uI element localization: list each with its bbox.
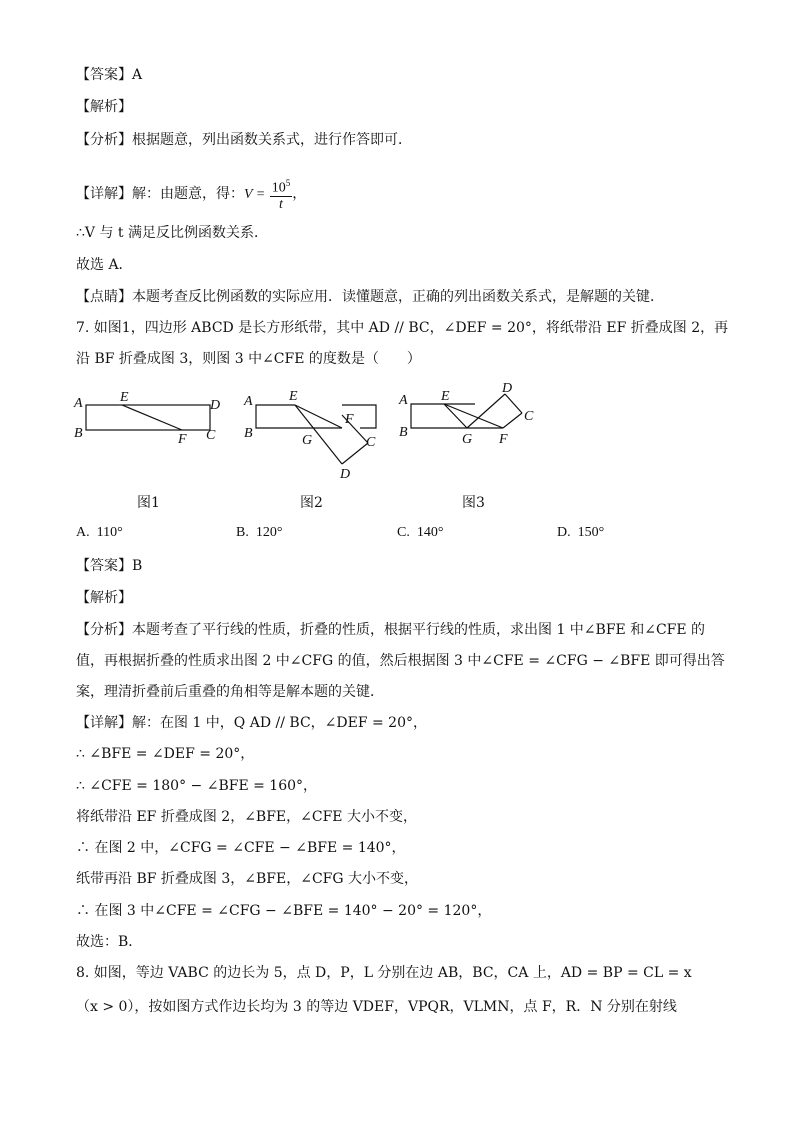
fig1-label-c: C: [206, 428, 216, 443]
fig2-label-f: F: [345, 412, 354, 427]
fig3-label-g: G: [462, 432, 473, 447]
figure-3: [395, 378, 545, 453]
fig3-label-a: A: [399, 393, 408, 408]
fig3-label-b: B: [399, 425, 408, 440]
option-c: [397, 525, 443, 541]
detail-text-2e: ∴ 在图 2 中，∠CFG = ∠CFE − ∠BFE = 140°，: [76, 840, 406, 856]
fraction: [270, 176, 293, 212]
fig1-label-d: D: [210, 398, 221, 413]
fig3-label-c: C: [524, 409, 534, 424]
question-8-line-2: （x > 0），按如图方式作边长均为 3 的等边 VDEF，VPQR，VLMN，点 F，R．N 分别在射线: [76, 999, 677, 1015]
fig2-line-dc: [342, 443, 368, 464]
option-b: [236, 525, 282, 541]
fig2-rect-left: [256, 405, 342, 428]
detail-text-2d: 将纸带沿 EF 折叠成图 2，∠BFE，∠CFE 大小不变，: [76, 809, 417, 825]
formula-comma: ，: [292, 185, 307, 202]
answer-label-2: 【答案】B: [76, 558, 143, 574]
figure-2-caption: 图2: [300, 495, 323, 511]
question-7-line-1: 7. 如图1，四边形 ABCD 是长方形纸带，其中 AD // BC，∠DEF = 20°，将纸带沿 EF 折叠成图 2，再: [76, 320, 729, 336]
choice-text-1: 故选 A．: [76, 257, 133, 273]
option-d-value: 150°: [577, 525, 605, 540]
fig2-label-g: G: [302, 433, 313, 448]
analysis-text-2a: 【分析】本题考查了平行线的性质，折叠的性质，根据平行线的性质，求出图 1 中∠BFE 和∠CFE 的: [76, 622, 706, 638]
question-8-line-1: 8. 如图，等边 VABC 的边长为 5，点 D，P，L 分别在边 AB，BC，CA 上，AD = BP = CL = x: [76, 965, 692, 981]
numerator-exponent: 5: [285, 178, 291, 188]
figure-3-caption: 图3: [462, 495, 485, 511]
answer-label-1: 【答案】A: [76, 67, 143, 83]
option-d: [557, 525, 604, 541]
formula-lhs: V =: [244, 186, 266, 202]
fig3-rect: [411, 404, 475, 428]
fig3-line-ef: [444, 404, 503, 428]
figure-2: [240, 385, 390, 485]
fraction-numerator: [270, 176, 293, 197]
option-b-value: 120°: [255, 525, 283, 540]
question-7-line-2: 沿 BF 折叠成图 3，则图 3 中∠CFE 的度数是（ ）: [76, 351, 421, 367]
fig1-fold-line-ef: [122, 405, 182, 430]
fig1-label-a: A: [74, 396, 83, 411]
fig2-label-a: A: [244, 394, 253, 409]
detail-text-2a: 【详解】解：在图 1 中，Q AD // BC，∠DEF = 20°，: [76, 715, 427, 731]
detail-text-2c: ∴ ∠CFE = 180° − ∠BFE = 160°，: [76, 778, 318, 794]
fig2-line-ef: [295, 405, 342, 428]
fig1-label-e: E: [120, 390, 129, 405]
analysis-label-2: 【解析】: [76, 590, 132, 606]
option-c-letter: C.: [397, 525, 410, 540]
option-d-letter: D.: [557, 525, 571, 540]
analysis-label-1: 【解析】: [76, 99, 132, 115]
analysis-text-2b: 值，再根据折叠的性质求出图 2 中∠CFG 的值，然后根据图 3 中∠CFE = ∠CFG − ∠BFE 即可得出答: [76, 653, 725, 669]
fig2-label-c: C: [366, 435, 376, 450]
fig3-label-f: F: [499, 432, 508, 447]
analysis-text-2c: 案，理清折叠前后重叠的角相等是解本题的关键．: [76, 684, 384, 700]
fig1-rectangle: [86, 405, 210, 430]
option-b-letter: B.: [236, 525, 249, 540]
fig3-label-d: D: [502, 381, 513, 396]
numerator-base: 10: [271, 180, 286, 196]
detail-text-1: [76, 176, 306, 212]
detail-prefix: 【详解】解：由题意，得：: [76, 185, 244, 202]
fig2-label-b: B: [244, 426, 253, 441]
figure-1-caption: 图1: [137, 495, 160, 511]
fig3-label-e: E: [441, 389, 450, 404]
comment-text-1: 【点睛】本题考查反比例函数的实际应用．读懂题意，正确的列出函数关系式，是解题的关键．: [76, 289, 664, 305]
fig2-label-d: D: [340, 467, 351, 482]
fig3-line-dc: [505, 394, 522, 413]
option-a-letter: A.: [76, 525, 90, 540]
fraction-denominator: t: [279, 196, 283, 212]
fig1-label-b: B: [74, 426, 83, 441]
detail-text-2g: ∴ 在图 3 中∠CFE = ∠CFG − ∠BFE = 140° − 20° = 120°，: [76, 903, 492, 919]
conclusion-text-1: ∴V 与 t 满足反比例函数关系．: [76, 225, 268, 241]
choice-text-2: 故选：B．: [76, 934, 143, 950]
fig3-line-cf: [503, 413, 522, 428]
fig3-line-gd: [467, 394, 505, 428]
option-c-value: 140°: [416, 525, 444, 540]
option-a-value: 110°: [96, 525, 123, 540]
fig2-label-e: E: [289, 389, 298, 404]
fig3-line-eg: [444, 404, 467, 428]
detail-text-2b: ∴ ∠BFE = ∠DEF = 20°，: [76, 746, 255, 762]
fig1-label-f: F: [178, 432, 187, 447]
detail-text-2f: 纸带再沿 BF 折叠成图 3，∠BFE，∠CFG 大小不变，: [76, 871, 419, 887]
option-a: [76, 525, 123, 541]
analysis-text-1: 【分析】根据题意，列出函数关系式，进行作答即可．: [76, 132, 412, 148]
figure-1: [70, 385, 230, 450]
